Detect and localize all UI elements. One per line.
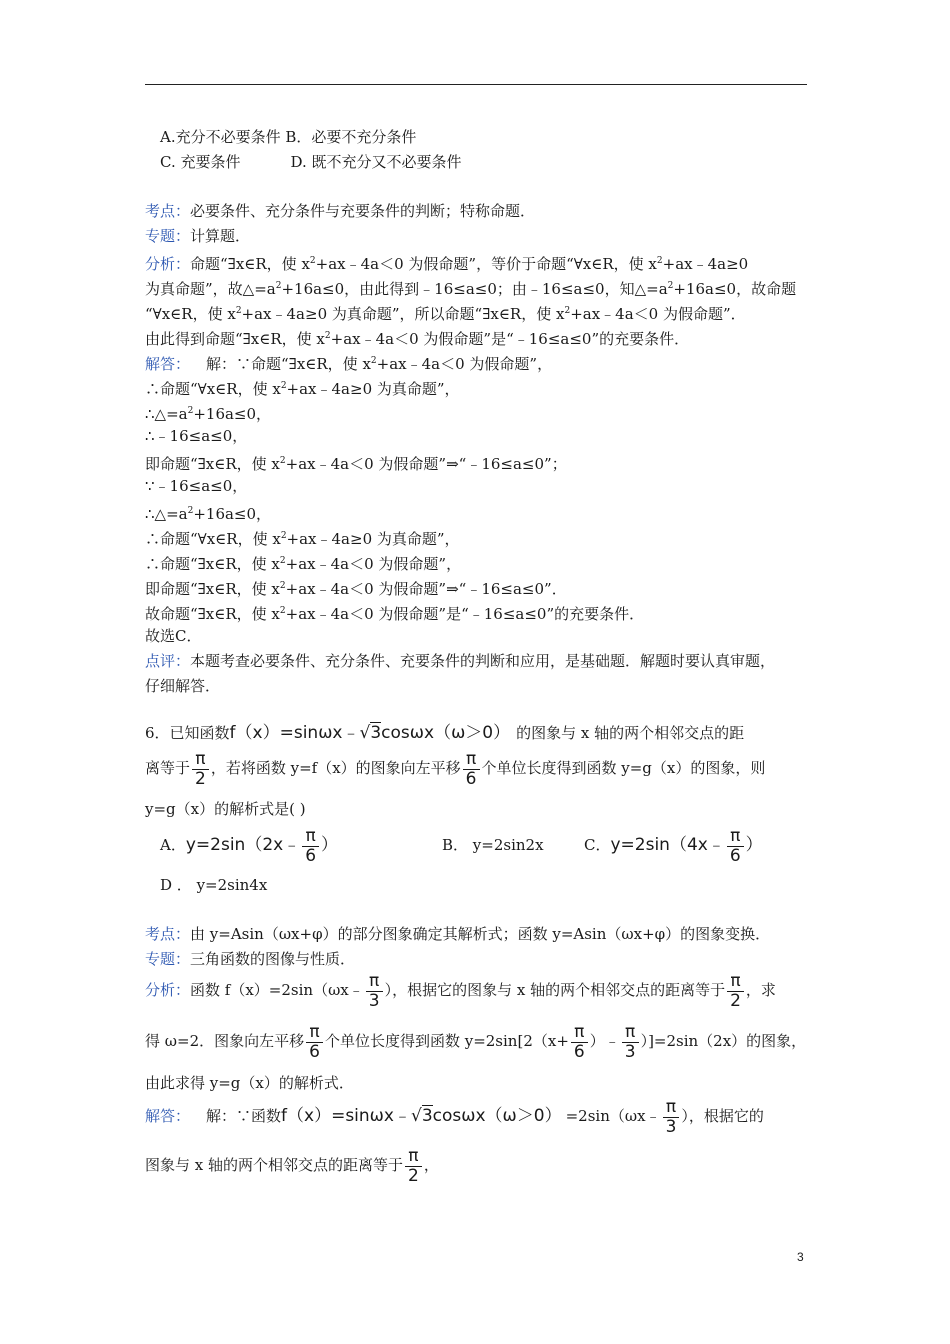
q5-options-row2: C. 充要条件 D. 既不充分又不必要条件 xyxy=(160,153,462,171)
fraction-pi-over-2: $\frac{\pi}{2}$ xyxy=(727,972,744,1011)
q6-option-b: B． y=2sin2x xyxy=(442,836,544,854)
q5-solution-line10: 即命题“∃x∈R，使 $x^2+ax﹣4a<0$ 为假命题”⇒“﹣16≤a≤0”． xyxy=(145,580,567,598)
q6-kaodian: 考点：由 y=Asin（ωx+φ）的部分图象确定其解析式；函数 y=Asin（ωx+φ）的图象变换． xyxy=(145,925,771,943)
q5-solution-line12: 故选C． xyxy=(145,627,202,645)
q6-fenxi-line1: 分析：函数 f（x）=2sin（ωx﹣ $\frac{\pi}{3}$ ），根据它的图象与 x 轴的两个相邻交点的距离等于 $\frac{\pi}{2}$ ，求 xyxy=(145,970,776,1011)
fraction-pi-over-3: $\frac{\pi}{3}$ xyxy=(663,1098,680,1137)
q5-solution-line11: 故命题“∃x∈R，使 $x^2+ax﹣4a<0$ 为假命题”是“﹣16≤a≤0”的充要条件． xyxy=(145,605,645,623)
q5-solution-line5: 即命题“∃x∈R，使 $x^2+ax﹣4a<0$ 为假命题”⇒“﹣16≤a≤0”； xyxy=(145,455,567,473)
q5-solution-line2: ∴命题“∀x∈R，使 $x^2+ax﹣4a\ge 0$ 为真命题”， xyxy=(145,380,460,398)
q6-fenxi-line3: 由此求得 y=g（x）的解析式． xyxy=(145,1074,354,1092)
q6-zhuanti: 专题：三角函数的图像与性质． xyxy=(145,950,356,968)
q6-fenxi-line2: 得 ω=2．图象向左平移 $\frac{\pi}{6}$ 个单位长度得到函数 y=2sin[2（x+ $\frac{\pi}{6}$ ）﹣ $\frac{\pi}{3}$ ）]=2sin（2x）的图象， xyxy=(145,1021,807,1062)
q6-option-d: D ． y=2sin4x xyxy=(160,876,268,894)
q5-solution-line9: ∴命题“∃x∈R，使 $x^2+ax﹣4a<0$ 为假命题”， xyxy=(145,555,462,573)
q6-solution-line1: 解答： 解：∵函数f（x）=sinωx﹣√3cosωx（ω＞0） =2sin（ωx﹣ $\frac{\pi}{3}$ ），根据它的 xyxy=(145,1096,764,1137)
q5-solution-line4: ∴﹣16≤a≤0， xyxy=(145,427,248,445)
fraction-pi-over-6: $\frac{\pi}{6}$ xyxy=(571,1023,588,1062)
q6-stem-line1: 6．已知函数f（x）=sinωx﹣√3cosωx（ω＞0） 的图象与 x 轴的两个相邻交点的距 xyxy=(145,723,745,743)
fraction-pi-over-6: $\frac{\pi}{6}$ xyxy=(306,1023,323,1062)
q5-solution-line3: $\therefore\triangle=a^2+16a\le 0$， xyxy=(145,405,272,423)
q5-solution-line8: ∴命题“∀x∈R，使 $x^2+ax﹣4a\ge 0$ 为真命题”， xyxy=(145,530,460,548)
q5-dianping-line2: 仔细解答． xyxy=(145,677,221,695)
q6-solution-line2: 图象与 x 轴的两个相邻交点的距离等于 $\frac{\pi}{2}$ ， xyxy=(145,1145,439,1186)
fraction-pi-over-2: $\frac{\pi}{2}$ xyxy=(405,1147,422,1186)
q5-solution-line1: 解答： 解：∵命题“∃x∈R，使 $x^2+ax﹣4a<0$ 为假命题”， xyxy=(145,355,553,373)
fraction-pi-over-6: $\frac{\pi}{6}$ xyxy=(463,750,480,789)
fraction-pi-over-3: $\frac{\pi}{3}$ xyxy=(622,1023,639,1062)
q6-stem-line2: 离等于 $\frac{\pi}{2}$ ，若将函数 y=f（x）的图象向左平移 $\frac{\pi}{6}$ 个单位长度得到函数 y=g（x）的图象，则 xyxy=(145,748,766,789)
fraction-pi-over-6: $\frac{\pi}{6}$ xyxy=(302,827,319,866)
q6-stem-line3: y=g（x）的解析式是( ) xyxy=(145,800,306,818)
fraction-pi-over-3: $\frac{\pi}{3}$ xyxy=(366,972,383,1011)
q6-option-c: C．y=2sin（4x﹣ $\frac{\pi}{6}$ ） xyxy=(584,825,763,866)
fraction-pi-over-6: $\frac{\pi}{6}$ xyxy=(727,827,744,866)
header-rule xyxy=(145,84,807,85)
q5-kaodian: 考点：必要条件、充分条件与充要条件的判断；特称命题． xyxy=(145,202,536,220)
fraction-pi-over-2: $\frac{\pi}{2}$ xyxy=(192,750,209,789)
q5-fenxi-line1: 分析：命题“∃x∈R，使 $x^2+ax﹣4a<0$ 为假命题”，等价于命题“∀x∈R，使 $x^2+ax﹣4a\ge 0$ xyxy=(145,255,749,273)
q5-zhuanti: 专题：计算题． xyxy=(145,227,251,245)
q5-fenxi-line2: 为真命题”，故$\triangle=a^2+16a\le 0$，由此得到﹣16≤a≤0；由﹣16≤a≤0，知$\triangle=a^2+16a\le 0$，故命题 xyxy=(145,280,797,298)
q5-solution-line7: $\therefore\triangle=a^2+16a\le 0$， xyxy=(145,505,272,523)
q5-dianping-line1: 点评：本题考查必要条件、充分条件、充要条件的判断和应用，是基础题．解题时要认真审题， xyxy=(145,652,776,670)
q5-fenxi-line4: 由此得到命题“∃x∈R，使 $x^2+ax﹣4a<0$ 为假命题”是“﹣16≤a≤0”的充要条件． xyxy=(145,330,690,348)
q5-options-row1: A.充分不必要条件 B．必要不充分条件 xyxy=(160,128,417,146)
q5-solution-line6: ∵﹣16≤a≤0， xyxy=(145,477,248,495)
page-number: 3 xyxy=(797,1250,804,1264)
q5-fenxi-line3: “∀x∈R，使 $x^2+ax﹣4a\ge 0$ 为真命题”，所以命题“∃x∈R，使 $x^2+ax﹣4a<0$ 为假命题”． xyxy=(145,305,746,323)
q6-option-a: A．y=2sin（2x﹣ $\frac{\pi}{6}$ ） xyxy=(160,825,339,866)
